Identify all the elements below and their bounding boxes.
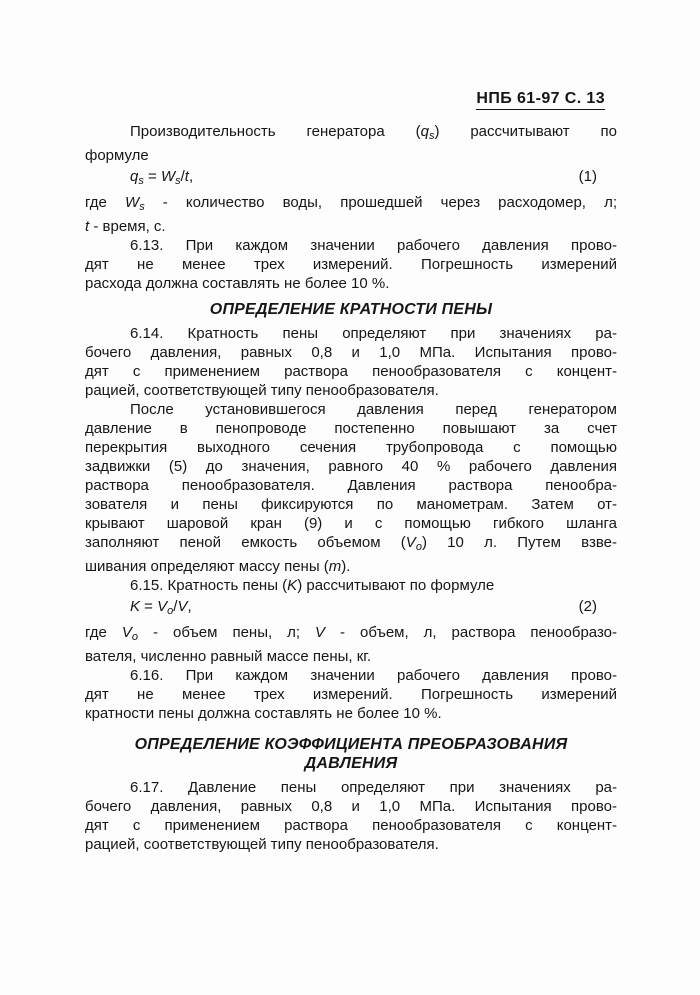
text-run: крывают шаровой кран (9) и с помощью гибкого шланга xyxy=(85,515,617,532)
math-variable: t xyxy=(85,218,90,235)
text-line xyxy=(85,704,617,723)
heading-line: ОПРЕДЕЛЕНИЕ КРАТНОСТИ ПЕНЫ xyxy=(209,301,493,318)
math-subscript: o xyxy=(131,631,139,643)
text-line xyxy=(85,400,617,419)
math-variable: K xyxy=(287,577,298,594)
formula-number: (1) xyxy=(578,168,597,185)
clause-6-13 xyxy=(85,236,617,293)
math-variable: m xyxy=(328,558,342,575)
text-run: бочего давления, равных 0,8 и 1,0 МПа. Испытания прово- xyxy=(85,798,617,815)
math-variable: W xyxy=(125,194,140,211)
formula-1-legend xyxy=(85,193,617,236)
text-run: шивания определяют массу пены ( xyxy=(85,558,329,575)
math-variable: t xyxy=(184,168,189,185)
formula-number: (2) xyxy=(578,598,597,615)
math-variable: q xyxy=(130,168,139,185)
text-run: ) рассчитывают по формуле xyxy=(297,577,495,594)
section-heading-foam-ratio xyxy=(85,300,617,319)
text-run: дят не менее трех измерений. Погрешность измерений xyxy=(85,256,617,273)
math-variable: K xyxy=(130,598,141,615)
math-subscript: s xyxy=(175,175,181,187)
text-run: / xyxy=(173,598,178,615)
text-line xyxy=(85,533,617,557)
text-run: раствора пенообразователя. Давления раствора пенообра- xyxy=(85,477,617,494)
text-line xyxy=(85,557,617,576)
math-variable: q xyxy=(420,123,429,140)
text-line xyxy=(85,343,617,362)
math-variable: W xyxy=(160,168,176,185)
procedure-paragraph xyxy=(85,400,617,576)
text-line xyxy=(85,146,617,165)
text-run: - объем пены, л; xyxy=(138,624,316,641)
math-variable: V xyxy=(405,534,416,551)
text-line xyxy=(85,236,617,255)
text-run: = xyxy=(143,168,161,185)
text-line xyxy=(85,685,617,704)
text-run: ) рассчитывают по xyxy=(434,123,617,140)
text-line xyxy=(85,576,617,595)
text-run: / xyxy=(180,168,185,185)
text-run: дят не менее трех измерений. Погрешность измерений xyxy=(85,686,617,703)
intro-paragraph xyxy=(85,122,617,165)
text-run: - объем, л, раствора пенообразо- xyxy=(325,624,618,641)
text-line xyxy=(85,274,617,293)
text-run: 6.16. При каждом значении рабочего давления прово- xyxy=(130,667,617,684)
clause-6-15 xyxy=(85,576,617,595)
text-line xyxy=(85,797,617,816)
heading-line: ДАВЛЕНИЯ xyxy=(304,755,398,772)
text-run: ). xyxy=(341,558,351,575)
text-run: - количество воды, прошедшей через расходомер, л; xyxy=(144,194,618,211)
text-run: 6.17. Давление пены определяют при значениях ра- xyxy=(130,779,617,796)
formula-2-legend xyxy=(85,623,617,666)
formula-expression xyxy=(130,597,192,621)
text-line xyxy=(85,835,617,854)
text-run: вателя, численно равный массе пены, кг. xyxy=(85,648,372,665)
text-line xyxy=(85,666,617,685)
math-subscript: s xyxy=(428,130,435,142)
text-line xyxy=(85,438,617,457)
text-run: перекрытия выходного сечения трубопровода с помощью xyxy=(85,439,617,456)
math-variable: V xyxy=(315,624,326,641)
section-heading-pressure-coefficient xyxy=(85,735,617,773)
text-line xyxy=(85,476,617,495)
text-run: = xyxy=(140,598,158,615)
text-line xyxy=(85,623,617,647)
text-run: Производительность генератора ( xyxy=(130,123,421,140)
text-line xyxy=(85,193,617,217)
text-run: задвижки (5) до значения, равного 40 % рабочего давления xyxy=(85,458,617,475)
text-run: заполняют пеной емкость объемом ( xyxy=(85,534,406,551)
text-line xyxy=(85,495,617,514)
math-variable: V xyxy=(157,598,168,615)
document-content xyxy=(85,122,617,854)
text-run: рацией, соответствующей типу пенообразователя. xyxy=(85,836,439,853)
text-run: расхода должна составлять не более 10 %. xyxy=(85,275,390,292)
text-line xyxy=(85,419,617,438)
text-run: бочего давления, равных 0,8 и 1,0 МПа. Испытания прово- xyxy=(85,344,617,361)
heading-line: ОПРЕДЕЛЕНИЕ КОЭФФИЦИЕНТА ПРЕОБРАЗОВАНИЯ xyxy=(134,736,568,753)
text-line xyxy=(85,816,617,835)
text-run: где xyxy=(85,194,126,211)
text-run: 6.15. Кратность пены ( xyxy=(130,577,288,594)
text-line xyxy=(85,217,617,236)
text-line xyxy=(85,362,617,381)
clause-6-16 xyxy=(85,666,617,723)
text-line xyxy=(85,647,617,666)
page-header xyxy=(85,90,617,108)
formula-2 xyxy=(85,597,617,621)
text-run: формуле xyxy=(85,147,149,164)
text-run: давление в пенопроводе постепенно повышают за счет xyxy=(85,420,617,437)
text-run: 6.13. При каждом значении рабочего давления прово- xyxy=(130,237,617,254)
formula-expression xyxy=(130,167,193,191)
text-run: После установившегося давления перед генератором xyxy=(130,401,617,418)
clause-6-14 xyxy=(85,324,617,400)
text-run: ) 10 л. Путем взве- xyxy=(421,534,617,551)
text-run: - время, с. xyxy=(89,218,166,235)
math-subscript: s xyxy=(139,201,145,213)
clause-6-17 xyxy=(85,778,617,854)
text-run: зователя и пены фиксируются по манометрам. Затем от- xyxy=(85,496,617,513)
text-line xyxy=(85,255,617,274)
text-run: , xyxy=(188,168,194,185)
math-subscript: o xyxy=(415,541,422,553)
math-subscript: s xyxy=(138,175,144,187)
math-variable: V xyxy=(121,624,132,641)
text-run: где xyxy=(85,624,122,641)
math-subscript: o xyxy=(167,605,174,617)
text-line xyxy=(85,514,617,533)
formula-1 xyxy=(85,167,617,191)
text-run: рацией, соответствующей типу пенообразователя. xyxy=(85,382,439,399)
document-number: НПБ 61-97 С. 13 xyxy=(476,90,605,110)
math-variable: V xyxy=(177,598,188,615)
text-run: дят с применением раствора пенообразователя с концент- xyxy=(85,363,617,380)
text-line xyxy=(85,122,617,146)
text-run: 6.14. Кратность пены определяют при значениях ра- xyxy=(130,325,617,342)
text-line xyxy=(85,778,617,797)
text-run: дят с применением раствора пенообразователя с концент- xyxy=(85,817,617,834)
text-run: кратности пены должна составлять не более 10 %. xyxy=(85,705,442,722)
text-line xyxy=(85,381,617,400)
text-run: , xyxy=(187,598,192,615)
text-line xyxy=(85,324,617,343)
text-line xyxy=(85,457,617,476)
